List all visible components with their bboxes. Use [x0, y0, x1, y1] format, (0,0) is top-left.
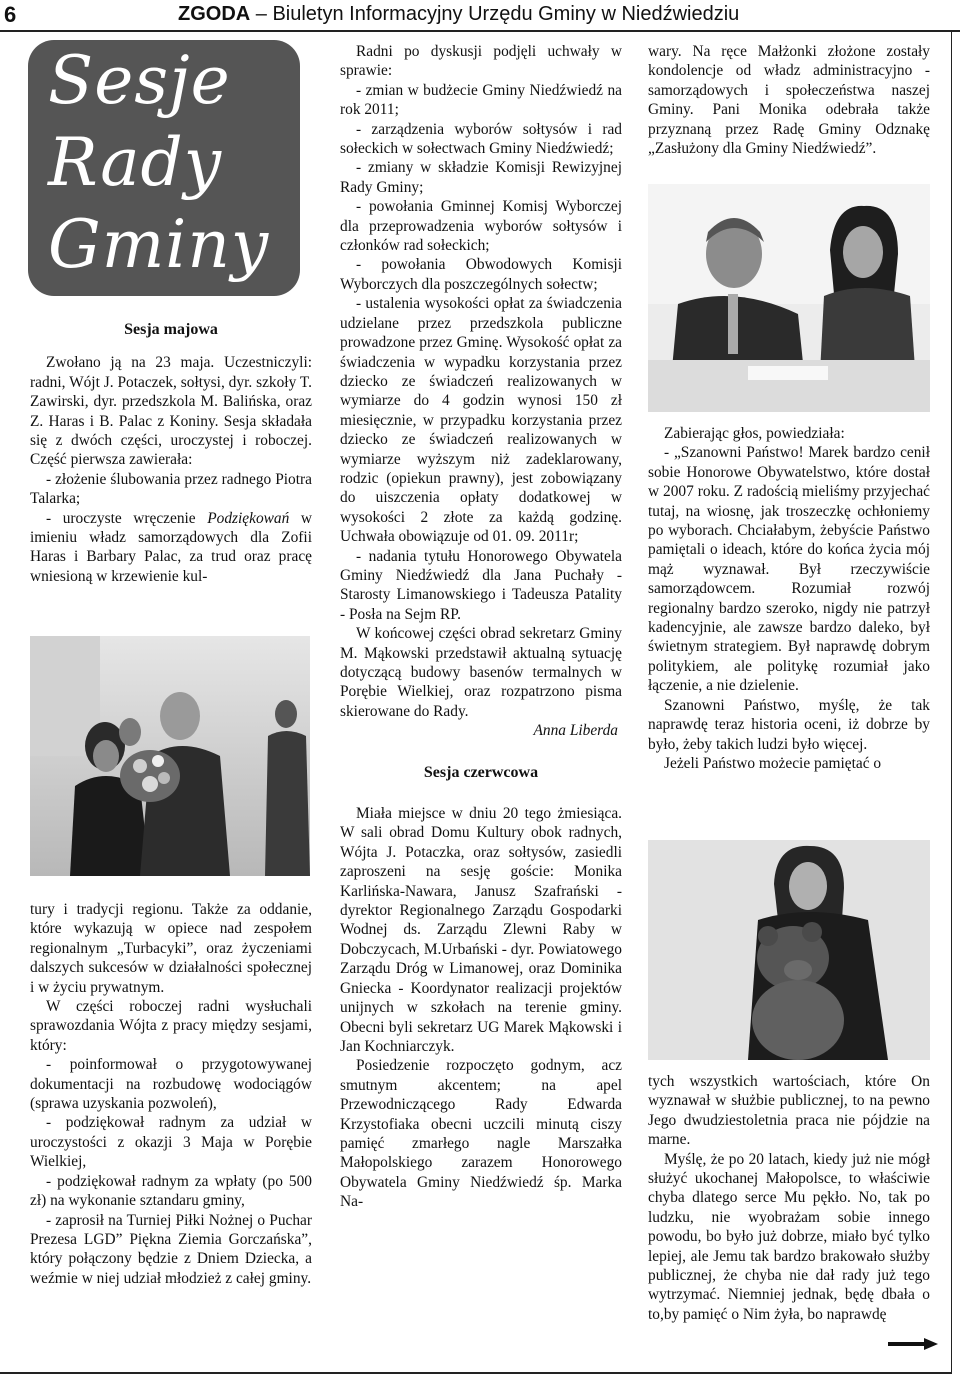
text-run: w imieniu władz samorządowych dla Zofii Haras i Barbary Palac, za trud oraz pracę wniesioną w krzewienie kul- [30, 509, 312, 585]
page-number: 6 [4, 2, 17, 27]
paragraph: Radni po dyskusji podjęli uchwały w sprawie: [340, 43, 622, 80]
column-3-bottom [648, 1072, 930, 1324]
paragraph: - „Szanowni Państwo! Marek bardzo cenił sobie Honorowe Obywatelstwo, które dostał w 2007 roku. Z radością mieliśmy przyjechać tutaj, na wiosnę, jak troszeczkę ochłoniemy po wyborach. Chciałabym, żebyście Państwo pamiętali o ideach, które do końca życia mój mąż wyznawał. Był rzeczywiście samorządowcem. Rozumiał rozwój regionalny bardzo szeroko, nigdy nie patrzył kadencyjnie, ale zawsze bardzo daleko, był świetnym strategiem. Był naprawdę dobrym politykiem, ale politykę rozumiał jako łączenie, a nie dzielenie. [648, 444, 930, 695]
paragraph: tury i tradycji regionu. Także za oddanie, które wykazują w opiece nad zespołem regionalnym „Turbacyki”, oraz życzeniami dalszych sukcesów w działalności społecznej i w życiu prywatnym. [30, 901, 312, 996]
continuation-arrow-icon [888, 1338, 938, 1350]
paragraph: Zwołano ją na 23 maja. Uczestniczyli: radni, Wójt J. Potaczek, sołtysi, dyr. szkoły T. Zawirski, dyr. przedszkola M. Balińska, oraz Z. Haras i B. Palac z Koniny. Sesja składała się z dwóch części, uroczystej i roboczej. Część pierwsza zawierała: [30, 354, 312, 469]
paragraph: - podziękował radnym za udział w uroczystości z okazji 3 Maja w Porębie Wielkiej, [30, 1114, 312, 1171]
paragraph: tych wszystkich wartościach, które On wyznawał w służbie publicznej, to na pewno Jego dwudziestoletnia praca nie pójdzie na marne. [648, 1073, 930, 1149]
paragraph: - złożenie ślubowania przez radnego Piotra Talarka; [30, 470, 312, 508]
column-3-top [648, 42, 930, 158]
photo-officials [648, 184, 930, 412]
text-run: - uroczyste wręczenie [46, 509, 208, 527]
paragraph: - podziękował radnym za wpłaty (po 500 zł) na wykonanie sztandaru gminy, [30, 1172, 312, 1210]
paragraph: wary. Na ręce Małżonki złożone zostały kondolencje od władz administracyjno - samorządowych i społeczeństwa naszej Gminy. Pani Monika odebrała także przyznaną przez Radę Gminy Odznakę „Zasłużony dla Gminy Niedźwiedź”. [648, 43, 930, 158]
paragraph: Jeżeli Państwo możecie pamiętać o [664, 754, 882, 772]
column-1-bottom [30, 900, 312, 1288]
column-2 [340, 42, 622, 1212]
paragraph: Miała miejsce w dniu 20 tego żmiesiąca. W sali obrad Domu Kultury obok radnych, Wójta J. Potaczka, oraz sołtysów, zasiedli zaproszeni na sesję goście: Monika Karlińska-Nawara, Janusz Szafrański - dyrektor Regionalnego Zarządu Gospodarki Wodnej ds. Zarządu Zlewni Raby w Dobczycach, M.Urbański - dyr. Powiatowego Zarządu Dróg w Limanowej, oraz Dominika Gniecka - Koordynator realizacji projektów unijnych w szkołach na terenie gminy. Obecni byli sekretarz UG Marek Mąkowski i Jan Kochniarczyk. [340, 805, 622, 1055]
photo-woman-teddy-bear [648, 840, 930, 1060]
publication-title-rest: – Biuletyn Informacyjny Urzędu Gminy w Niedźwiedziu [250, 3, 740, 25]
paragraph: - ustalenia wysokości opłat za świadczenia udzielane przez przedszkola publiczne prowadzone przez Gminę. Wysokość opłat za świadczenia w wypadku korzystania przez dziecko ze świadczeń realizowanych w wymiarze do 4 godzin wynosi 150 zł miesięcznie, w przypadku korzystania przez dziecko ze świadczeń realizowanych w wymiarze wyższym niż zadeklarowany, rodzic (opiekun prawny), jest zobowiązany do uiszczenia opłaty dodatkowej w wysokości 2 złote za każdą godzinę. Uchwała obowiązuje od 01. 09. 2011r; [340, 295, 622, 546]
section-banner [28, 40, 300, 296]
paragraph: - zmian w budżecie Gminy Niedźwiedź na rok 2011; [340, 81, 622, 119]
paragraph: - poinformował o przygotowywanej dokumentacji na rozbudowę wodociągów (sprawa uzyskania pozwoleń), [30, 1056, 312, 1113]
column-3-middle [648, 424, 930, 773]
paragraph: Myślę, że po 20 latach, kiedy już nie mógł służyć ukochanej Małopolsce, to właściwie chyba dlatego serce Mu pękło. No, tak po ludzku, nie wyobrażam sobie innego powodu, bo było już dobrze, miało być tylko lepiej, ale Jemu tak bardzo brakowało służby publicznej, że chyba nie dał rady już tego wytrzymać. Niemniej jednak, będę dbała o to,by pamięć o Nim żyła, bo naprawdę [648, 1150, 930, 1323]
paragraph: - zarządzenia wyborów sołtysów i rad sołeckich w sołectwach Gminy Niedźwiedź; [340, 120, 622, 158]
column-1-top [30, 320, 312, 586]
paragraph: Szanowni Państwo, myślę, że tak naprawdę teraz historia oceni, iż dobrze by było, żeby takich ludzi było więcej. [648, 696, 930, 753]
photo-ceremony [30, 636, 310, 876]
header-rule [0, 30, 960, 32]
paragraph: - zmiany w składzie Komisji Rewizyjnej Rady Gminy; [340, 159, 622, 196]
heading-sesja-majowa: Sesja majowa [124, 321, 218, 338]
paragraph: W części roboczej radni wysłuchali sprawozdania Wójta z pracy między sesjami, który: [30, 998, 312, 1054]
banner-line-2: Rady [48, 124, 223, 201]
paragraph [30, 509, 312, 587]
signature: Anna Liberda [533, 722, 618, 740]
publication-title [178, 3, 739, 26]
paragraph: - powołania Obwodowych Komisji Wyborczych dla poszczególnych sołectw; [340, 256, 622, 293]
banner-line-3: Gminy [48, 206, 270, 283]
page-header [0, 0, 960, 32]
photo-officials-image [648, 184, 930, 412]
page-border-right [951, 32, 952, 1374]
publication-title-bold: ZGODA [178, 3, 251, 25]
text-run-italic: Podziękowań [207, 509, 290, 527]
paragraph: Zabierając głos, powiedziała: [664, 425, 845, 442]
paragraph: Posiedzenie rozpoczęto godnym, acz smutnym akcentem; na apel Przewodniczącego Rady Edwarda Krzystofiaka obecni uczcili minutą ciszy pamięć zmarłego nagle Marszałka Małopolskiego zarazem Honorowego Obywatela Gminy Niedźwiedź śp. Marka Na- [340, 1057, 622, 1211]
paragraph: - powołania Gminnej Komisj Wyborczej dla przeprowadzenia wyborów sołtysów i członków rad sołeckich; [340, 198, 622, 255]
photo-ceremony-image [30, 636, 310, 876]
paragraph: - zaprosił na Turniej Piłki Nożnej o Puchar Prezesa LGD” Piękna Ziemia Gorczańska”, który połączony będzie z Dniem Dziecka, a weźmie w niej udział młodzież z całej gminy. [30, 1211, 312, 1287]
banner-line-1: Sesje [48, 42, 231, 119]
page-border-bottom [0, 1372, 952, 1374]
heading-sesja-czerwcowa: Sesja czerwcowa [423, 763, 539, 781]
paragraph: W końcowej części obrad sekretarz Gminy M. Mąkowski przedstawił aktualną sytuację dotyczącą budowy basenów termalnych w Porębie Wielkiej, oraz rozpatrzono pisma skierowane do Rady. [340, 625, 622, 720]
photo-woman-teddy-bear-image [648, 840, 930, 1060]
paragraph: - nadania tytułu Honorowego Obywatela Gminy Niedźwiedź dla Jana Puchały - Starosty Limanowskiego i Tadeusza Patality - Posła na Sejm RP. [340, 547, 622, 623]
